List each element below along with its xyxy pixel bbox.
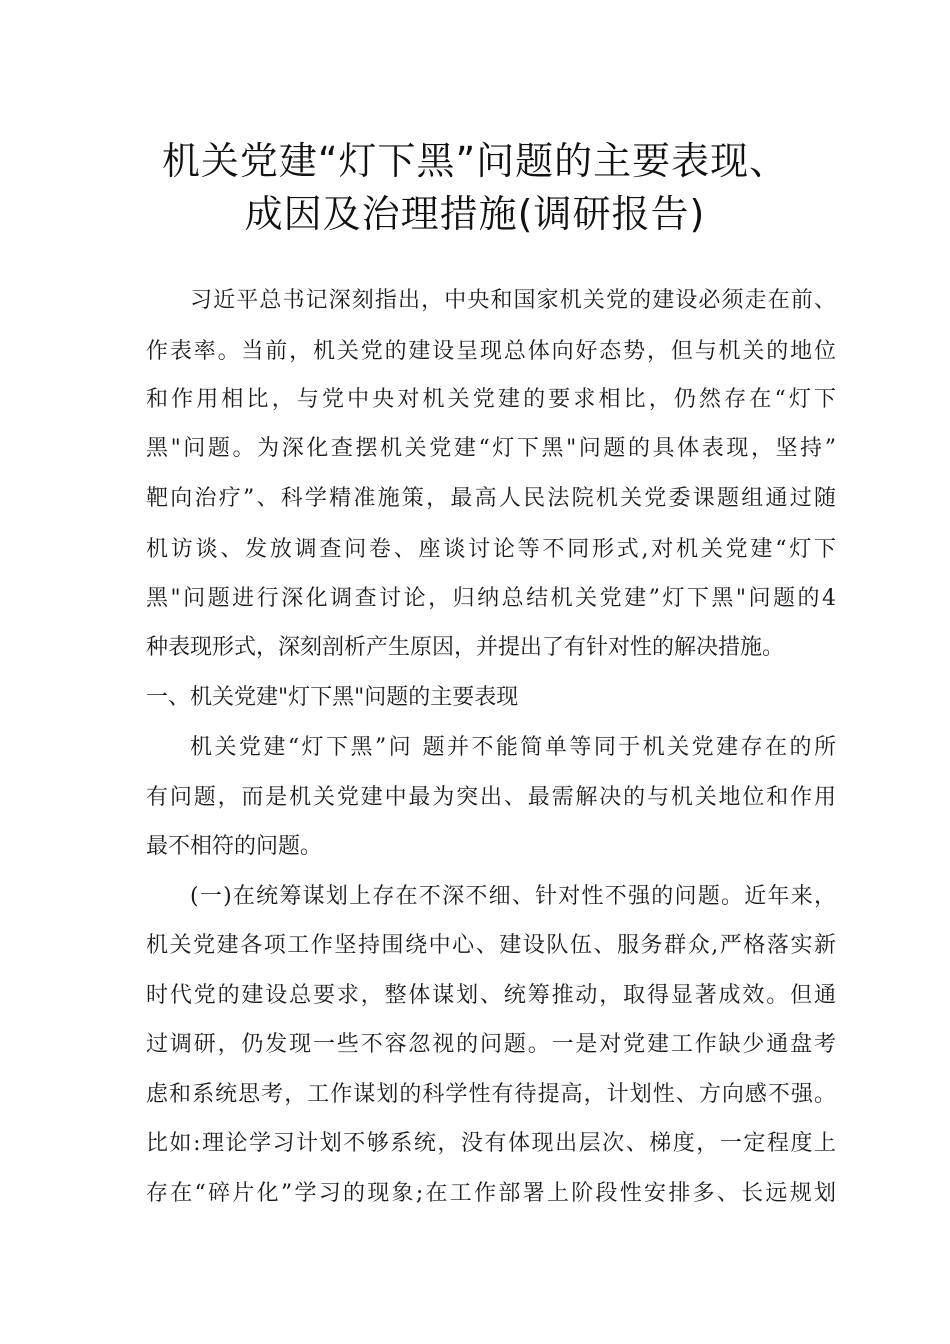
paragraph-section1-line-2: 有问题，而是机关党建中最为突出、最需解决的与机关地位和作用 [146, 785, 836, 810]
paragraph-intro-line-7: 黑"问题进行深化调查讨论，归纳总结机关党建”灯下黑"问题的4 [146, 586, 836, 611]
paragraph-intro-line-8: 种表现形式，深刻剖析产生原因，并提出了有针对性的解决措施。 [146, 635, 785, 660]
paragraph-section1-line-3: 最不相符的问题。 [146, 834, 323, 859]
paragraph-section1-line-1: 机关党建“灯下黑”问 题并不能简单等同于机关党建存在的所 [190, 735, 836, 760]
paragraph-subsection1-line-1: (一)在统筹谋划上存在不深不细、针对性不强的问题。近年来， [190, 884, 836, 909]
paragraph-subsection1-line-5: 虑和系统思考，工作谋划的科学性有待提高，计划性、方向感不强。 [146, 1082, 836, 1107]
paragraph-intro-line-3: 和作用相比，与党中央对机关党建的要求相比，仍然存在“灯下 [146, 387, 836, 412]
section-heading-1: 一、机关党建"灯下黑"问题的主要表现 [146, 685, 519, 710]
paragraph-intro-line-5: 靶向治疗”、科学精准施策，最高人民法院机关党委课题组通过随 [146, 486, 836, 511]
paragraph-intro-line-4: 黑"问题。为深化查摆机关党建“灯下黑"问题的具体表现，坚持” [146, 436, 836, 461]
paragraph-intro-line-2: 作表率。当前，机关党的建设呈现总体向好态势，但与机关的地位 [146, 339, 836, 364]
paragraph-subsection1-line-4: 过调研，仍发现一些不容忽视的问题。一是对党建工作缺少通盘考 [146, 1032, 836, 1057]
paragraph-subsection1-line-7: 存在“碎片化”学习的现象;在工作部署上阶段性安排多、长远规划 [146, 1181, 836, 1206]
paragraph-subsection1-line-3: 时代党的建设总要求，整体谋划、统筹推动，取得显著成效。但通 [146, 983, 836, 1008]
document-title-line-2: 成因及治理措施(调研报告) [244, 192, 706, 236]
paragraph-subsection1-line-2: 机关党建各项工作坚持围绕中心、建设队伍、服务群众,严格落实新 [146, 933, 836, 958]
paragraph-intro-line-1: 习近平总书记深刻指出，中央和国家机关党的建设必须走在前、 [190, 288, 836, 313]
paragraph-intro-line-6: 机访谈、发放调查问卷、座谈讨论等不同形式,对机关党建“灯下 [146, 537, 836, 562]
document-title-line-1: 机关党建“灯下黑”问题的主要表现、 [161, 139, 789, 183]
paragraph-subsection1-line-6: 比如:理论学习计划不够系统，没有体现出层次、梯度，一定程度上 [146, 1131, 836, 1156]
